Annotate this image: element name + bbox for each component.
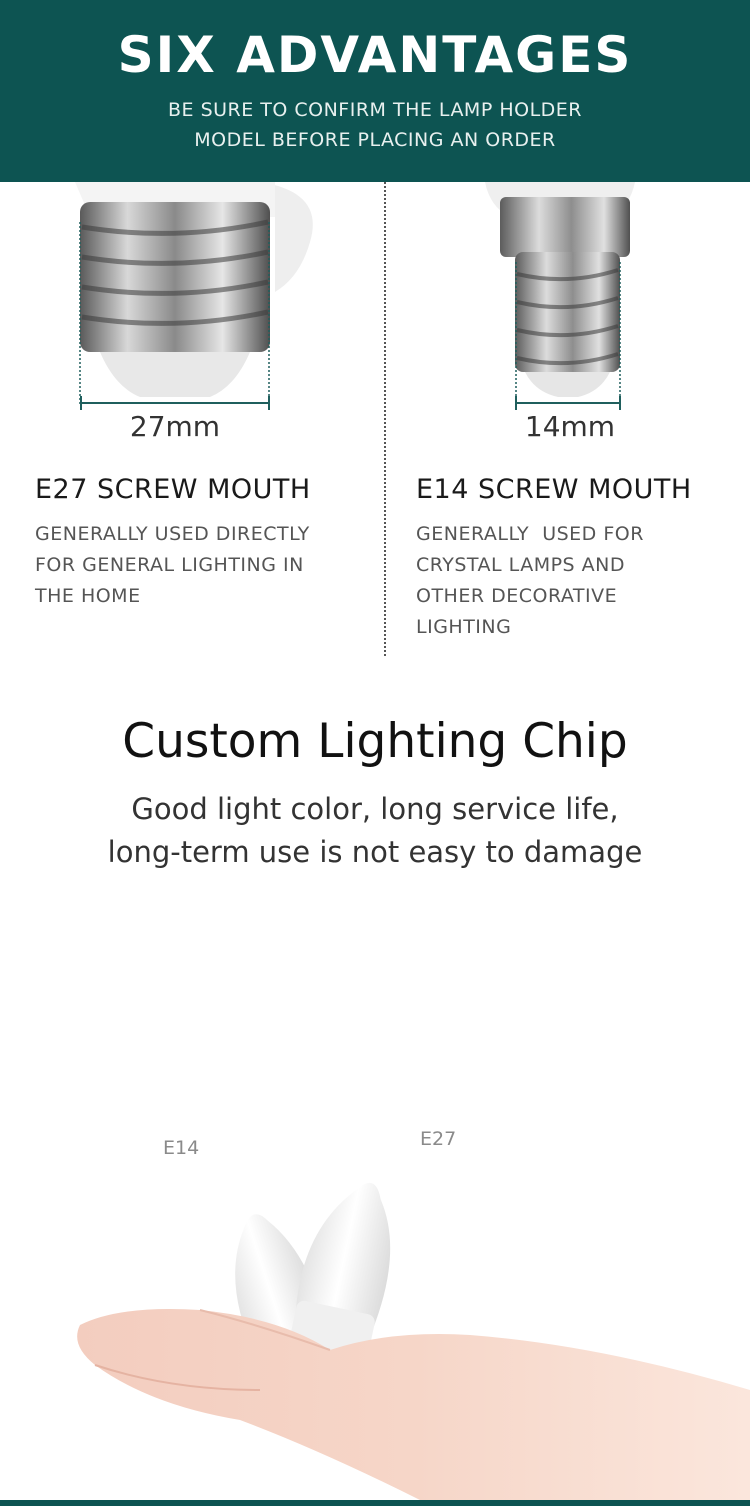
header-subtitle-line-1: BE SURE TO CONFIRM THE LAMP HOLDER [167, 99, 582, 121]
e14-description [416, 519, 644, 643]
column-divider [384, 182, 386, 657]
e14-description-line-3: OTHER DECORATIVE [416, 585, 618, 607]
chip-description-line-2: long-term use is not easy to damage [107, 835, 643, 869]
e14-dimension-tick-right [619, 396, 621, 410]
header-banner [0, 0, 750, 182]
header-subtitle-line-2: MODEL BEFORE PLACING AN ORDER [194, 129, 556, 151]
e27-dimension-tick-right [268, 396, 270, 410]
e27-title: E27 SCREW MOUTH [35, 474, 311, 505]
e27-description [35, 519, 310, 612]
e14-dimension-label: 14mm [524, 410, 616, 443]
e14-dimension-tick-left [515, 396, 517, 410]
e14-dimension-line [515, 402, 621, 404]
chip-description-line-1: Good light color, long service life, [131, 792, 619, 826]
header-subtitle [0, 95, 750, 155]
e27-dimension-line [80, 402, 270, 404]
photo-label-e27: E27 [420, 1128, 457, 1150]
product-photo [0, 1090, 750, 1500]
e14-description-line-2: CRYSTAL LAMPS AND [416, 554, 625, 576]
e27-description-line-2: FOR GENERAL LIGHTING IN [35, 554, 304, 576]
e27-dimension-label: 27mm [129, 410, 221, 443]
chip-title: Custom Lighting Chip [122, 714, 628, 769]
e27-dimension-tick-left [80, 396, 82, 410]
e27-base-image [60, 182, 340, 407]
e27-description-line-3: THE HOME [35, 585, 141, 607]
e27-description-line-1: GENERALLY USED DIRECTLY [35, 523, 310, 545]
bottom-accent-bar [0, 1500, 750, 1506]
e14-base-image [460, 182, 660, 407]
e14-description-line-1: GENERALLY USED FOR [416, 523, 644, 545]
photo-label-e14: E14 [163, 1137, 200, 1159]
e14-description-line-4: LIGHTING [416, 616, 512, 638]
e14-title: E14 SCREW MOUTH [416, 474, 692, 505]
page-title: SIX ADVANTAGES [117, 26, 633, 84]
hand-image [77, 1309, 750, 1500]
